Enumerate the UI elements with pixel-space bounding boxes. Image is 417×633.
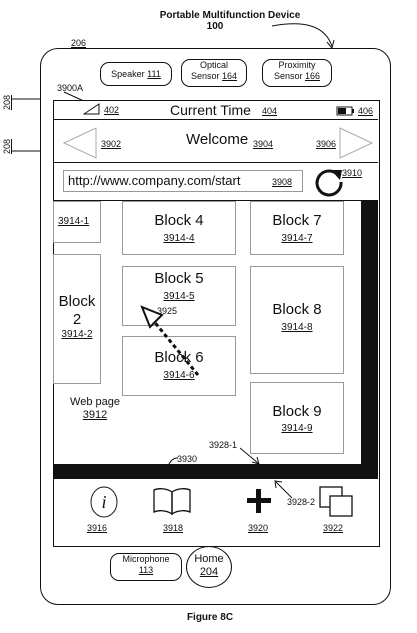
ref-208-a: 208 (2, 94, 12, 110)
block-1[interactable] (53, 201, 101, 243)
status-divider (54, 119, 378, 120)
info-num: 3916 (87, 523, 108, 533)
signal-num: 402 (104, 105, 120, 115)
ref-208-b: 208 (2, 138, 12, 154)
back-num: 3902 (101, 139, 122, 149)
webpage-num: 3912 (82, 409, 108, 421)
optical-line2: Sensor (190, 71, 220, 81)
block-8-title: Block 8 (272, 301, 322, 318)
block-4-title: Block 4 (154, 212, 204, 229)
forward-num: 3906 (316, 139, 337, 149)
add-num: 3920 (248, 523, 269, 533)
block-7-title: Block 7 (272, 212, 322, 229)
title-num: 3904 (253, 139, 274, 149)
home-button[interactable] (186, 546, 232, 588)
figure-caption: Figure 8C (186, 612, 234, 623)
block-2[interactable] (53, 254, 101, 384)
url-text: http://www.company.com/start (68, 173, 241, 188)
tabs-icon[interactable] (318, 485, 356, 519)
block-1-num: 3914-1 (58, 216, 90, 227)
bar1-leader (238, 446, 268, 468)
bar2-leader (272, 478, 296, 502)
device-pointer-arrow (270, 18, 340, 52)
block-2-line1: Block (58, 293, 96, 310)
info-glyph: i (101, 492, 107, 512)
block-8-num: 3914-8 (281, 322, 313, 333)
block-5-num: 3914-5 (163, 291, 195, 302)
gap-leader (166, 456, 182, 468)
ref-3900a: 3900A (57, 83, 84, 93)
optical-sensor-pill (181, 59, 247, 87)
speaker-pill (100, 62, 172, 86)
url-field[interactable] (63, 170, 303, 192)
webpage-label (60, 396, 130, 422)
speaker-num: 111 (147, 69, 161, 79)
time-num: 404 (262, 106, 278, 116)
page-title: Welcome (186, 131, 249, 148)
url-num: 3908 (272, 177, 293, 187)
block-2-line2: 2 (72, 311, 82, 328)
bar2-num: 3928-2 (287, 497, 316, 507)
optical-line1: Optical (199, 60, 228, 70)
webpage-label-text: Web page (70, 396, 120, 408)
microphone-num: 113 (138, 565, 154, 575)
ref-206: 206 (71, 38, 87, 48)
block-4-num: 3914-4 (163, 233, 195, 244)
bookmarks-num: 3918 (163, 523, 184, 533)
proximity-line1: Proximity (278, 60, 316, 70)
back-arrow-icon[interactable] (62, 126, 98, 160)
proximity-line2: Sensor (273, 71, 303, 81)
forward-arrow-icon[interactable] (338, 126, 374, 160)
block-5-title: Block 5 (154, 270, 204, 287)
horizontal-scroll-bar[interactable] (54, 464, 378, 479)
gap-num: 3930 (177, 454, 198, 464)
current-time: Current Time (170, 102, 251, 118)
home-num: 204 (199, 566, 219, 578)
speaker-label: Speaker (111, 69, 145, 79)
block-7[interactable] (250, 201, 344, 255)
battery-icon (336, 106, 356, 116)
vertical-scroll-bar[interactable] (361, 201, 378, 479)
block-2-num: 3914-2 (61, 329, 93, 340)
proximity-sensor-pill (262, 59, 332, 87)
device-number: 100 (206, 21, 224, 32)
proximity-num: 166 (305, 71, 321, 81)
device-title: Portable Multifunction Device (159, 10, 301, 21)
gesture-arrow (140, 305, 210, 385)
plus-icon[interactable] (246, 488, 272, 514)
block-6-num: 3914-6 (163, 370, 195, 381)
block-6-title: Block 6 (154, 349, 204, 366)
block-9-title: Block 9 (272, 403, 322, 420)
optical-num: 164 (222, 71, 238, 81)
signal-icon (83, 103, 101, 115)
home-label: Home (194, 553, 224, 565)
block-8[interactable] (250, 266, 344, 374)
block-9[interactable] (250, 382, 344, 454)
book-icon[interactable] (152, 486, 192, 516)
bar1-num: 3928-1 (209, 440, 238, 450)
gesture-num: 3925 (157, 306, 178, 316)
title-divider (54, 162, 378, 163)
block-7-num: 3914-7 (281, 233, 313, 244)
side-button-leaders (12, 95, 42, 165)
block-9-num: 3914-9 (281, 423, 313, 434)
tabs-num: 3922 (323, 523, 344, 533)
block-4[interactable] (122, 201, 236, 255)
battery-num: 406 (358, 106, 374, 116)
info-icon[interactable] (88, 484, 120, 520)
microphone-pill (110, 553, 182, 581)
microphone-label: Microphone (122, 554, 170, 564)
refresh-num: 3910 (342, 168, 363, 178)
